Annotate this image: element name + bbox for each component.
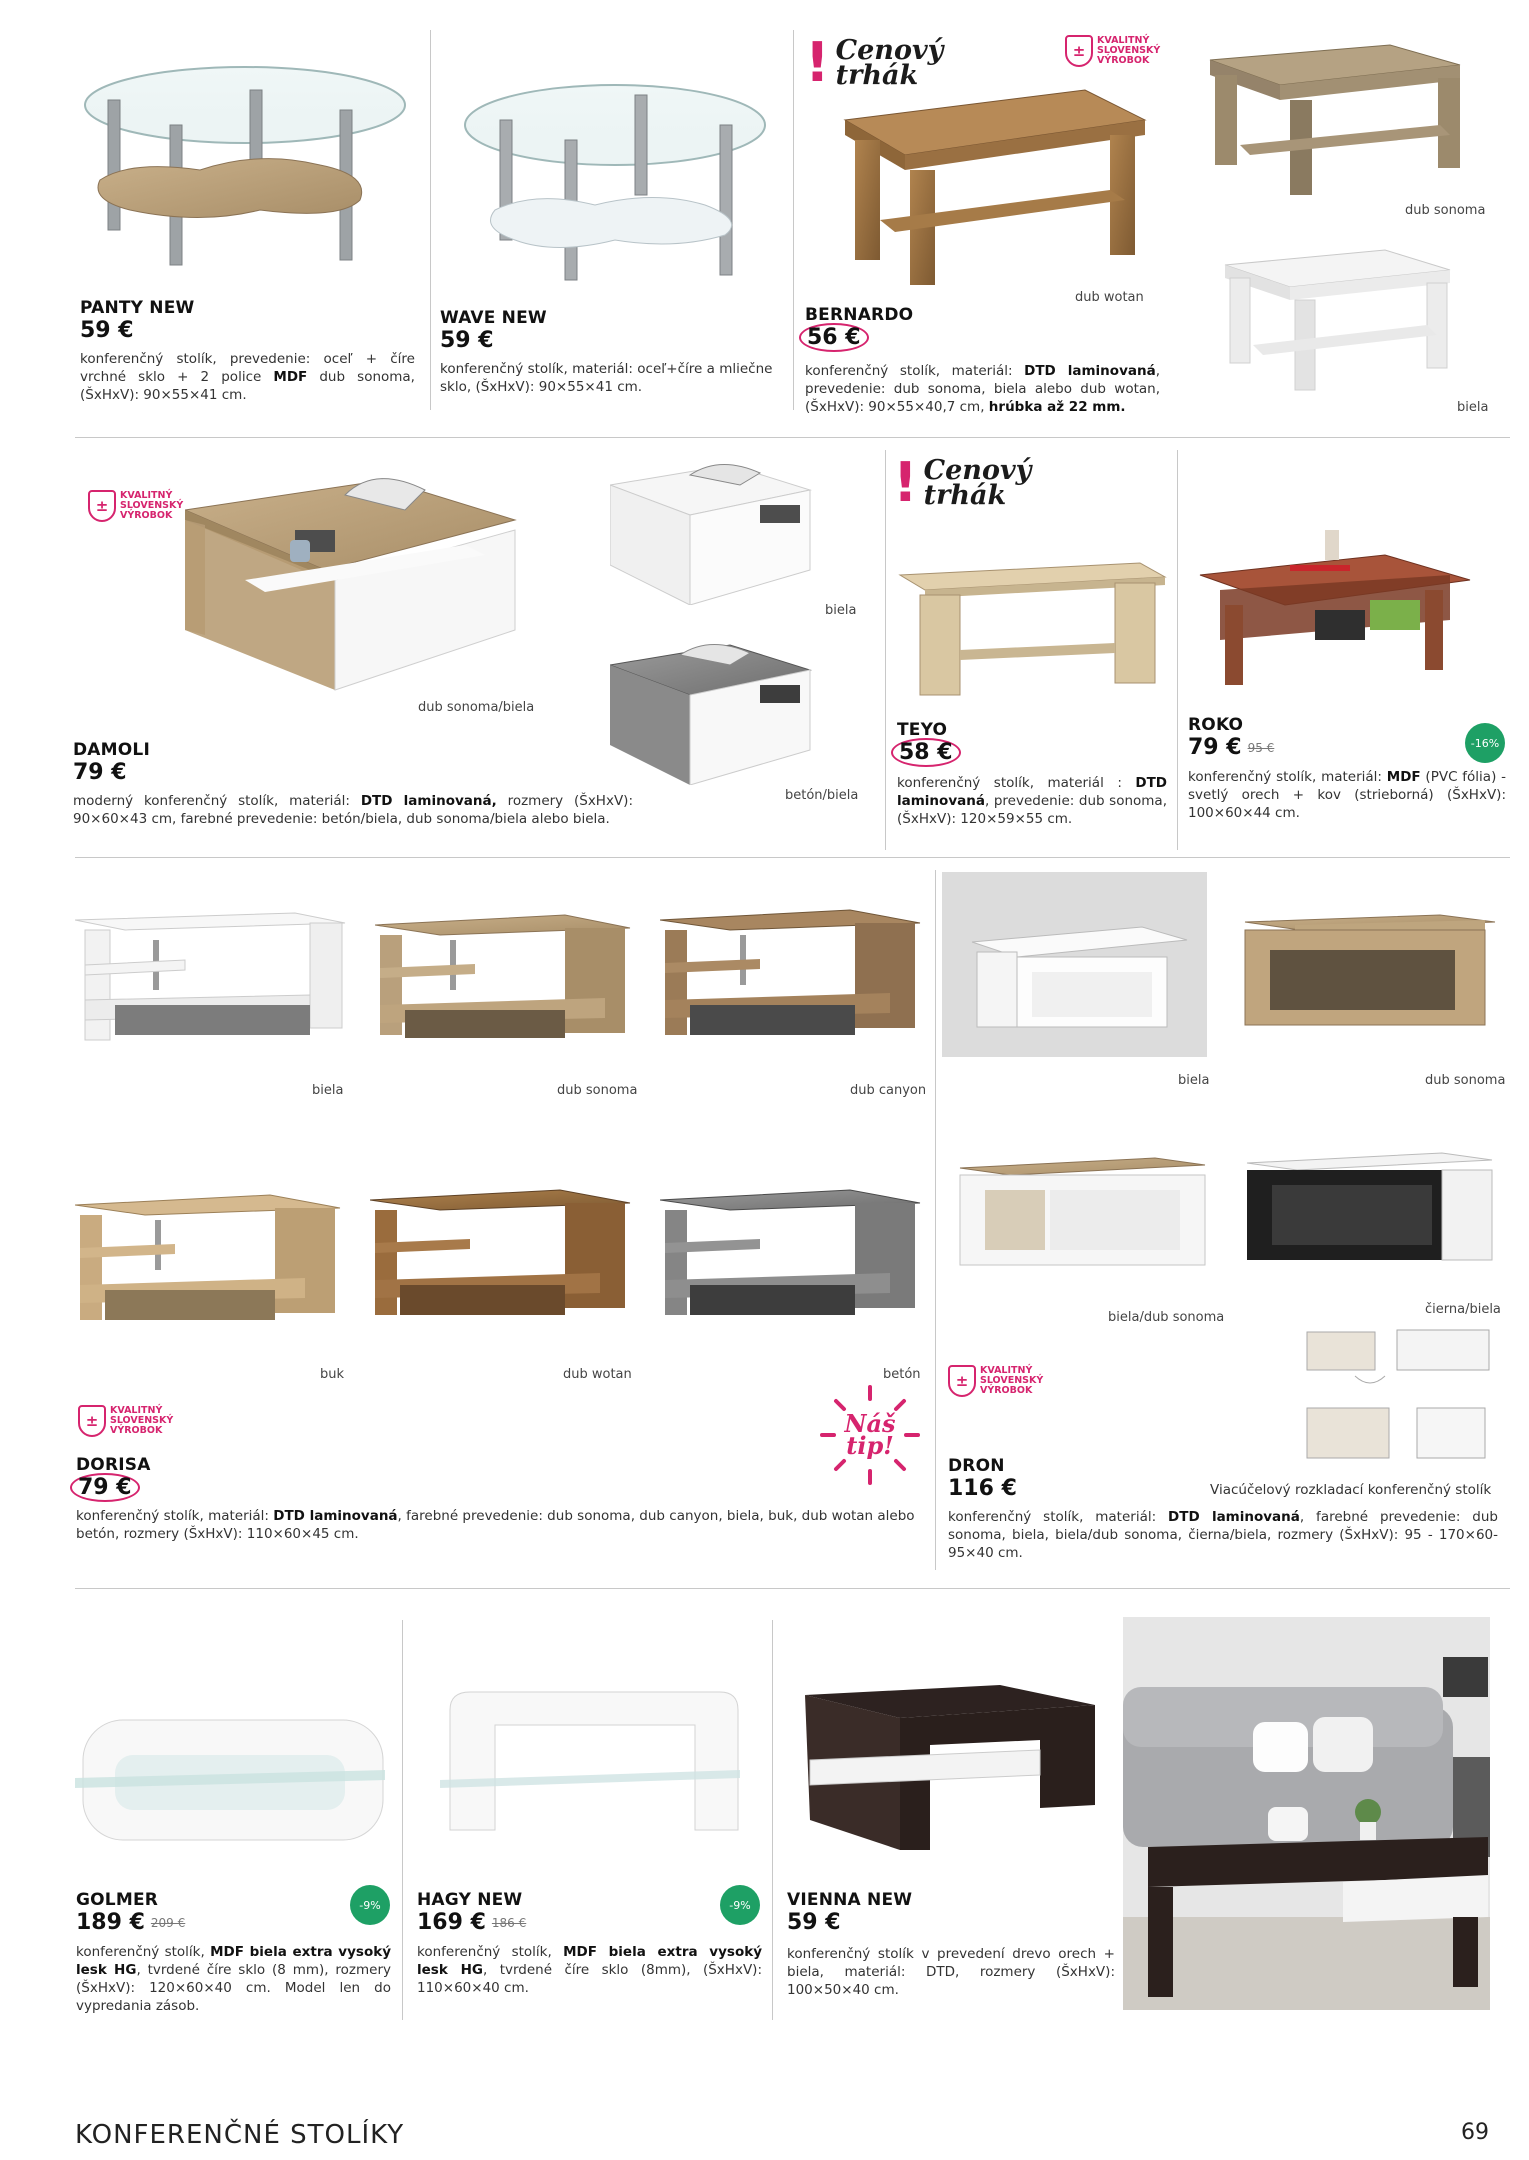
bernardo-white-image xyxy=(1215,245,1465,395)
dorisa-sonoma-image xyxy=(375,910,635,1045)
product-description: konferenčný stolík, materiál: oceľ+číre a mliečne sklo, (ŠxHxV): 90×55×41 cm. xyxy=(440,361,773,395)
product-subtitle: Viacúčelový rozkladací konferenčný stolík xyxy=(1210,1482,1492,1498)
quality-badge: ± KVALITNÝ SLOVENSKÝ VÝROBOK xyxy=(88,490,183,522)
product-price: 79 € 95 € xyxy=(1188,735,1275,760)
variant-label: betón/biela xyxy=(785,788,859,803)
divider xyxy=(935,870,936,1570)
variant-label: dub sonoma xyxy=(1405,203,1486,218)
product-name: HAGY NEW xyxy=(417,1890,523,1910)
product-price: 79 € xyxy=(73,760,127,785)
section-title: KONFERENČNÉ STOLÍKY xyxy=(75,2120,405,2150)
damoli-white-image xyxy=(610,455,820,605)
variant-label: dub sonoma/biela xyxy=(418,700,535,715)
roko-table-image xyxy=(1195,520,1475,700)
divider xyxy=(1177,450,1178,850)
variant-label: dub canyon xyxy=(850,1083,927,1098)
product-price: 169 € 186 € xyxy=(417,1910,527,1935)
quality-badge: ± KVALITNÝ SLOVENSKÝ VÝROBOK xyxy=(78,1405,173,1437)
bernardo-sonoma-image xyxy=(1200,40,1470,200)
panty-table-image xyxy=(70,60,420,280)
variant-label: biela xyxy=(1457,400,1489,415)
divider xyxy=(402,1620,403,2020)
product-name: DAMOLI xyxy=(73,740,150,760)
product-description: konferenčný stolík, materiál : DTD laminovaná, prevedenie: dub sonoma, (ŠxHxV): 120×59×55 cm. xyxy=(897,775,1167,827)
product-description: konferenčný stolík v prevedení drevo orech + biela, materiál: DTD, rozmery (ŠxHxV): 100×50×40 cm. xyxy=(787,1946,1115,1998)
price-hit-badge: ! Cenový trhák xyxy=(805,31,944,94)
product-description: konferenčný stolík, materiál: DTD laminovaná, prevedenie: dub sonoma, biela alebo dub wotan, (ŠxHxV): 90×55×40,7 cm, hrúbka až 22 mm. xyxy=(805,363,1160,415)
dorisa-concrete-image xyxy=(660,1185,925,1325)
product-description: konferenčný stolík, materiál: MDF (PVC fólia) - svetlý orech + kov (strieborná) (ŠxHxV): 100×60×44 cm. xyxy=(1188,769,1507,821)
vienna-table-image xyxy=(800,1680,1100,1855)
product-name: ROKO xyxy=(1188,715,1244,735)
divider xyxy=(793,30,794,410)
product-description: moderný konferenčný stolík, materiál: DTD laminovaná, rozmery (ŠxHxV): 90×60×43 cm, farebné prevedenie: betón/biela, dub sonoma/biela alebo biela. xyxy=(73,793,633,827)
divider xyxy=(885,450,886,850)
variant-label: dub wotan xyxy=(1075,290,1144,305)
product-name: VIENNA NEW xyxy=(787,1890,913,1910)
dron-white-photo xyxy=(942,872,1207,1057)
variant-label: biela xyxy=(1178,1073,1210,1088)
product-name: GOLMER xyxy=(76,1890,159,1910)
dorisa-buk-image xyxy=(75,1190,345,1330)
product-price: 59 € xyxy=(440,328,494,353)
dorisa-canyon-image xyxy=(660,905,925,1045)
quality-badge: ± KVALITNÝ SLOVENSKÝ VÝROBOK xyxy=(948,1365,1043,1397)
damoli-sonoma-image xyxy=(185,460,535,700)
product-name: DRON xyxy=(948,1456,1005,1476)
product-description: konferenčný stolík, prevedenie: oceľ + číre vrchné sklo + 2 police MDF dub sonoma, (ŠxHxV): 90×55×41 cm. xyxy=(80,351,415,403)
discount-badge: -9% xyxy=(350,1885,390,1925)
discount-badge: -16% xyxy=(1465,723,1505,763)
divider xyxy=(772,1620,773,2020)
variant-label: dub sonoma xyxy=(1425,1073,1506,1088)
dron-sonoma-image xyxy=(1240,910,1500,1035)
variant-label: biela xyxy=(825,603,857,618)
divider xyxy=(75,437,1510,438)
product-name: TEYO xyxy=(897,720,948,740)
dron-white-sonoma-image xyxy=(955,1150,1210,1270)
product-price: 59 € xyxy=(80,318,134,343)
variant-label: čierna/biela xyxy=(1425,1302,1501,1317)
product-price: 56 € xyxy=(807,325,869,350)
hagy-table-image xyxy=(440,1680,750,1850)
discount-badge: -9% xyxy=(720,1885,760,1925)
bernardo-table-image xyxy=(825,80,1155,290)
damoli-concrete-image xyxy=(610,635,820,785)
room-photo xyxy=(1123,1617,1490,2010)
product-price: 58 € xyxy=(899,740,961,765)
shield-icon: ± xyxy=(948,1365,976,1397)
divider xyxy=(75,1588,1510,1589)
quality-badge: ± KVALITNÝ SLOVENSKÝ VÝROBOK xyxy=(1065,35,1160,67)
product-name: PANTY NEW xyxy=(80,298,195,318)
product-price: 79 € xyxy=(78,1475,140,1500)
variant-label: buk xyxy=(320,1367,345,1382)
variant-label: biela/dub sonoma xyxy=(1108,1310,1225,1325)
dron-black-white-image xyxy=(1242,1145,1497,1265)
product-price: 116 € xyxy=(948,1476,1017,1501)
product-name: BERNARDO xyxy=(805,305,914,325)
teyo-table-image xyxy=(890,555,1170,700)
our-tip-badge: Náš tip! xyxy=(820,1385,920,1485)
wave-table-image xyxy=(455,70,775,290)
product-description: konferenčný stolík, materiál: DTD laminovaná, farebné prevedenie: dub sonoma, dub canyon, biela, buk, dub wotan alebo betón, rozmery (ŠxHxV): 110×60×45 cm. xyxy=(76,1508,915,1542)
divider xyxy=(75,857,1510,858)
variant-label: biela xyxy=(312,1083,344,1098)
product-name: WAVE NEW xyxy=(440,308,547,328)
product-name: DORISA xyxy=(76,1455,151,1475)
shield-icon: ± xyxy=(88,490,116,522)
shield-icon: ± xyxy=(78,1405,106,1437)
variant-label: betón xyxy=(883,1367,921,1382)
price-hit-badge: ! Cenový trhák xyxy=(893,451,1032,514)
product-description: konferenčný stolík, MDF biela extra vysoký lesk HG, tvrdené číre sklo (8mm), (ŠxHxV): 110×60×40 cm. xyxy=(417,1944,762,1996)
divider xyxy=(430,30,431,410)
product-price: 189 € 209 € xyxy=(76,1910,186,1935)
dron-fold-diagram xyxy=(1305,1328,1495,1463)
variant-label: dub sonoma xyxy=(557,1083,638,1098)
product-description: konferenčný stolík, MDF biela extra vysoký lesk HG, tvrdené číre sklo (8 mm), rozmery (ŠxHxV): 120×60×40 cm. Model len do vypredania zásob. xyxy=(76,1944,391,2014)
shield-icon: ± xyxy=(1065,35,1093,67)
dorisa-wotan-image xyxy=(370,1185,635,1325)
variant-label: dub wotan xyxy=(563,1367,632,1382)
dorisa-white-image xyxy=(75,905,350,1045)
page-number: 69 xyxy=(1461,2120,1489,2145)
product-description: konferenčný stolík, materiál: DTD laminovaná, farebné prevedenie: dub sonoma, biela, biela/dub sonoma, čierna/biela, rozmery (ŠxHxV): 95 - 170×60-95×40 cm. xyxy=(948,1509,1498,1561)
product-price: 59 € xyxy=(787,1910,841,1935)
golmer-table-image xyxy=(75,1700,395,1860)
